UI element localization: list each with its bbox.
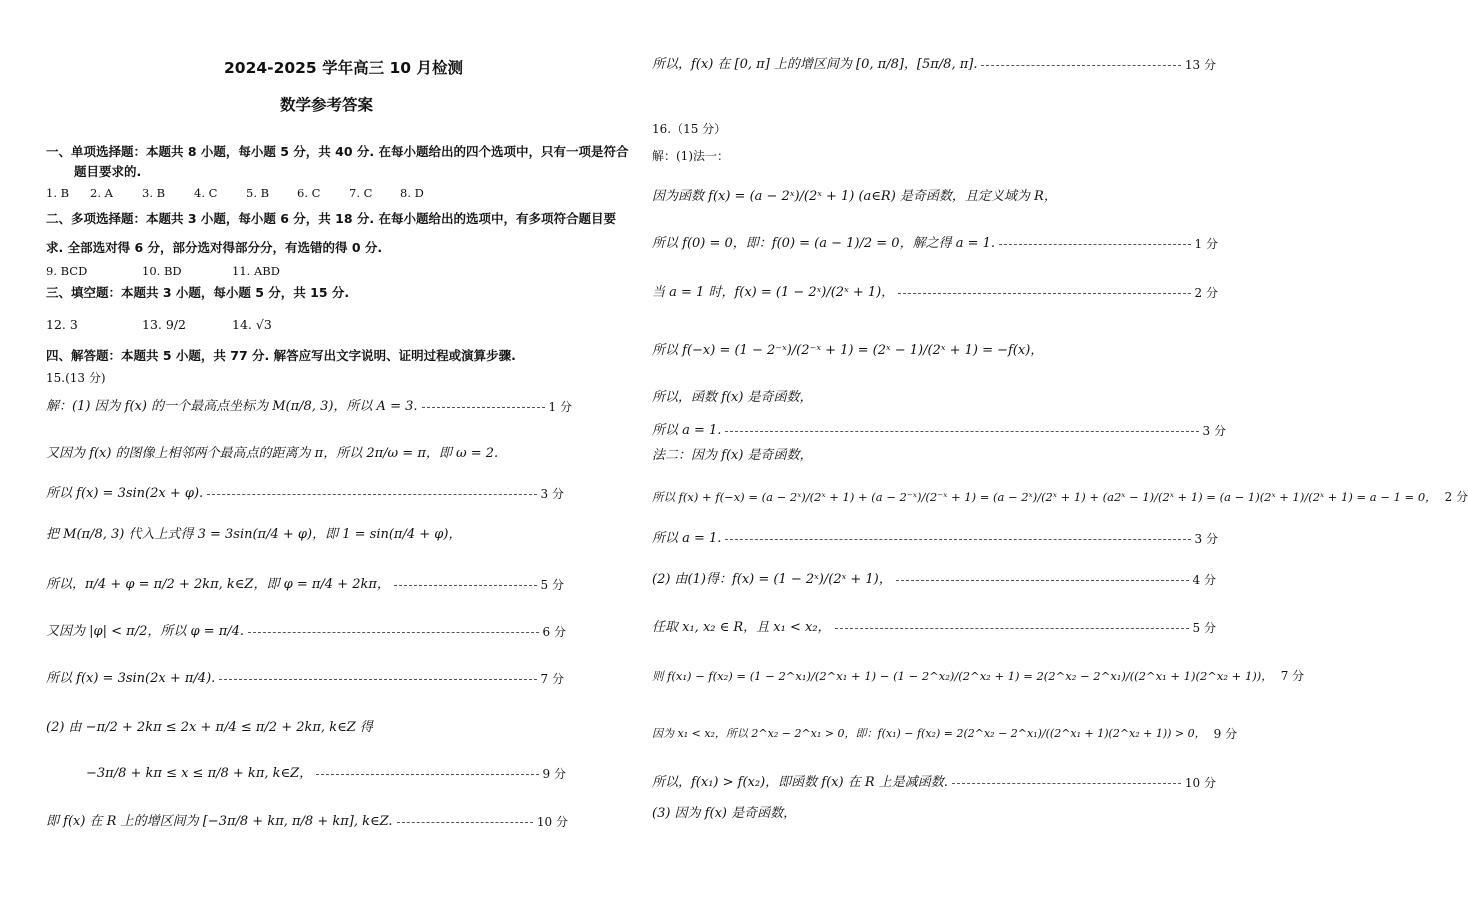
right-column (640, 0, 1468, 900)
solution-line: 所以，π/4 + φ = π/2 + 2kπ, k∈Z，即 φ = π/4 + 2kπ， 5 分 (46, 577, 564, 592)
section-1-heading-cont: 题目要求的. (74, 164, 142, 179)
fill-answer-12: 12. 3 (46, 317, 78, 332)
score-mark: 9 分 (1213, 727, 1238, 741)
score-mark: 6 分 (542, 625, 566, 639)
left-column (0, 0, 640, 900)
solution-line: 所以 f(x) + f(−x) = (a − 2ˣ)/(2ˣ + 1) + (a − 2⁻ˣ)/(2⁻ˣ + 1) = (a − 2ˣ)/(2ˣ + 1) + (a2ˣ − 1)/(2ˣ + 1) = (a − 1)(2ˣ + 1)/(2ˣ + 1) = a − 1 = 0， 2 分 (652, 490, 1468, 504)
solution-line: (2) 由(1)得：f(x) = (1 − 2ˣ)/(2ˣ + 1)， 4 分 (652, 572, 1216, 587)
mc-answer-4: 4. C (194, 186, 218, 200)
solution-line: 所以，f(x₁) > f(x₂)，即函数 f(x) 在 R 上是减函数. 10 分 (652, 775, 1216, 790)
fill-answer-13: 13. 9/2 (142, 317, 186, 332)
mc-answer-7: 7. C (349, 186, 373, 200)
mc-answer-3: 3. B (142, 186, 166, 200)
score-mark: 5 分 (1192, 621, 1216, 635)
score-mark: 13 分 (1184, 58, 1216, 72)
fill-answer-14: 14. √3 (232, 317, 272, 332)
score-mark: 2 分 (1444, 490, 1468, 504)
score-mark: 7 分 (540, 672, 564, 686)
score-mark: 9 分 (542, 767, 566, 781)
multi-answer-10: 10. BD (142, 264, 182, 278)
solution-line: 所以 a = 1. 3 分 (652, 423, 1226, 438)
score-mark: 10 分 (536, 815, 568, 829)
document-title: 2024-2025 学年高三 10 月检测 (224, 59, 463, 77)
score-mark: 1 分 (548, 400, 572, 414)
solution-line: 又因为 |φ| < π/2，所以 φ = π/4. 6 分 (46, 624, 566, 639)
solution-line: 则 f(x₁) − f(x₂) = (1 − 2^x₁)/(2^x₁ + 1) − (1 − 2^x₂)/(2^x₂ + 1) = 2(2^x₂ − 2^x₁)/((2^x₁ + 1)(2^x₂ + 1))， 7 分 (652, 669, 1305, 683)
section-1-heading: 一、单项选择题：本题共 8 小题，每小题 5 分，共 40 分. 在每小题给出的四个选项中，只有一项是符合 (46, 144, 629, 159)
score-mark: 3 分 (1194, 532, 1218, 546)
solution-line: 所以 f(x) = 3sin(2x + π/4). 7 分 (46, 671, 564, 686)
solution-line: 因为 x₁ < x₂，所以 2^x₂ − 2^x₁ > 0，即：f(x₁) − f(x₂) = 2(2^x₂ − 2^x₁)/((2^x₁ + 1)(2^x₂ + 1)) > 0， 9 分 (652, 727, 1238, 741)
section-2-heading-cont: 求. 全部选对得 6 分，部分选对得部分分，有选错的得 0 分. (46, 240, 383, 255)
solution-line: 即 f(x) 在 R 上的增区间为 [−3π/8 + kπ, π/8 + kπ], k∈Z. 10 分 (46, 814, 568, 829)
score-mark: 1 分 (1194, 237, 1218, 251)
solution-line: 解：(1) 因为 f(x) 的一个最高点坐标为 M(π/8, 3)，所以 A = 3. 1 分 (46, 399, 572, 414)
score-mark: 3 分 (1202, 424, 1226, 438)
score-mark: 5 分 (540, 578, 564, 592)
mc-answer-2: 2. A (90, 186, 113, 200)
score-mark: 3 分 (540, 487, 564, 501)
score-mark: 10 分 (1184, 776, 1216, 790)
score-mark: 4 分 (1192, 573, 1216, 587)
solution-line: 法二：因为 f(x) 是奇函数， (652, 448, 813, 463)
score-mark: 2 分 (1194, 286, 1218, 300)
section-2-heading: 二、多项选择题：本题共 3 小题，每小题 6 分，共 18 分. 在每小题给出的选项中，有多项符合题目要 (46, 211, 617, 226)
solution-line: (2) 由 −π/2 + 2kπ ≤ 2x + π/4 ≤ π/2 + 2kπ, k∈Z 得 (46, 720, 373, 735)
solution-line: 所以，f(x) 在 [0, π] 上的增区间为 [0, π/8]，[5π/8, π]. 13 分 (652, 57, 1216, 72)
solution-line: (3) 因为 f(x) 是奇函数， (652, 806, 797, 821)
solution-line: 任取 x₁, x₂ ∈ R，且 x₁ < x₂， 5 分 (652, 620, 1216, 635)
solution-line: 又因为 f(x) 的图像上相邻两个最高点的距离为 π，所以 2π/ω = π，即 ω = 2. (46, 446, 499, 461)
score-mark: 7 分 (1280, 669, 1305, 683)
mc-answer-6: 6. C (297, 186, 321, 200)
document-subtitle: 数学参考答案 (280, 96, 374, 114)
solution-line: 所以 f(−x) = (1 − 2⁻ˣ)/(2⁻ˣ + 1) = (2ˣ − 1)/(2ˣ + 1) = −f(x)， (652, 343, 1044, 358)
solution-line: 所以，函数 f(x) 是奇函数， (652, 390, 813, 405)
solution-line: 因为函数 f(x) = (a − 2ˣ)/(2ˣ + 1) (a∈R) 是奇函数，且定义域为 R， (652, 189, 1057, 204)
question-15-heading: 15.(13 分) (46, 371, 106, 385)
solution-line: 所以 f(x) = 3sin(2x + φ). 3 分 (46, 486, 564, 501)
solution-line: 当 a = 1 时，f(x) = (1 − 2ˣ)/(2ˣ + 1)， 2 分 (652, 285, 1218, 300)
multi-answer-9: 9. BCD (46, 264, 88, 278)
mc-answer-8: 8. D (400, 186, 424, 200)
question-16-heading: 16.（15 分） (652, 122, 727, 136)
solution-line: −3π/8 + kπ ≤ x ≤ π/8 + kπ, k∈Z， 9 分 (86, 766, 566, 781)
solution-line: 所以 a = 1. 3 分 (652, 531, 1218, 546)
section-4-heading: 四、解答题：本题共 5 小题，共 77 分. 解答应写出文字说明、证明过程或演算步骤. (46, 348, 516, 363)
mc-answer-1: 1. B (46, 186, 70, 200)
multi-answer-11: 11. ABD (232, 264, 280, 278)
solution-line: 解：(1)法一： (652, 149, 729, 163)
section-3-heading: 三、填空题：本题共 3 小题，每小题 5 分，共 15 分. (46, 285, 350, 300)
mc-answer-5: 5. B (246, 186, 270, 200)
solution-line: 把 M(π/8, 3) 代入上式得 3 = 3sin(π/4 + φ)，即 1 = sin(π/4 + φ)， (46, 527, 462, 542)
solution-line: 所以 f(0) = 0，即：f(0) = (a − 1)/2 = 0，解之得 a = 1. 1 分 (652, 236, 1218, 251)
